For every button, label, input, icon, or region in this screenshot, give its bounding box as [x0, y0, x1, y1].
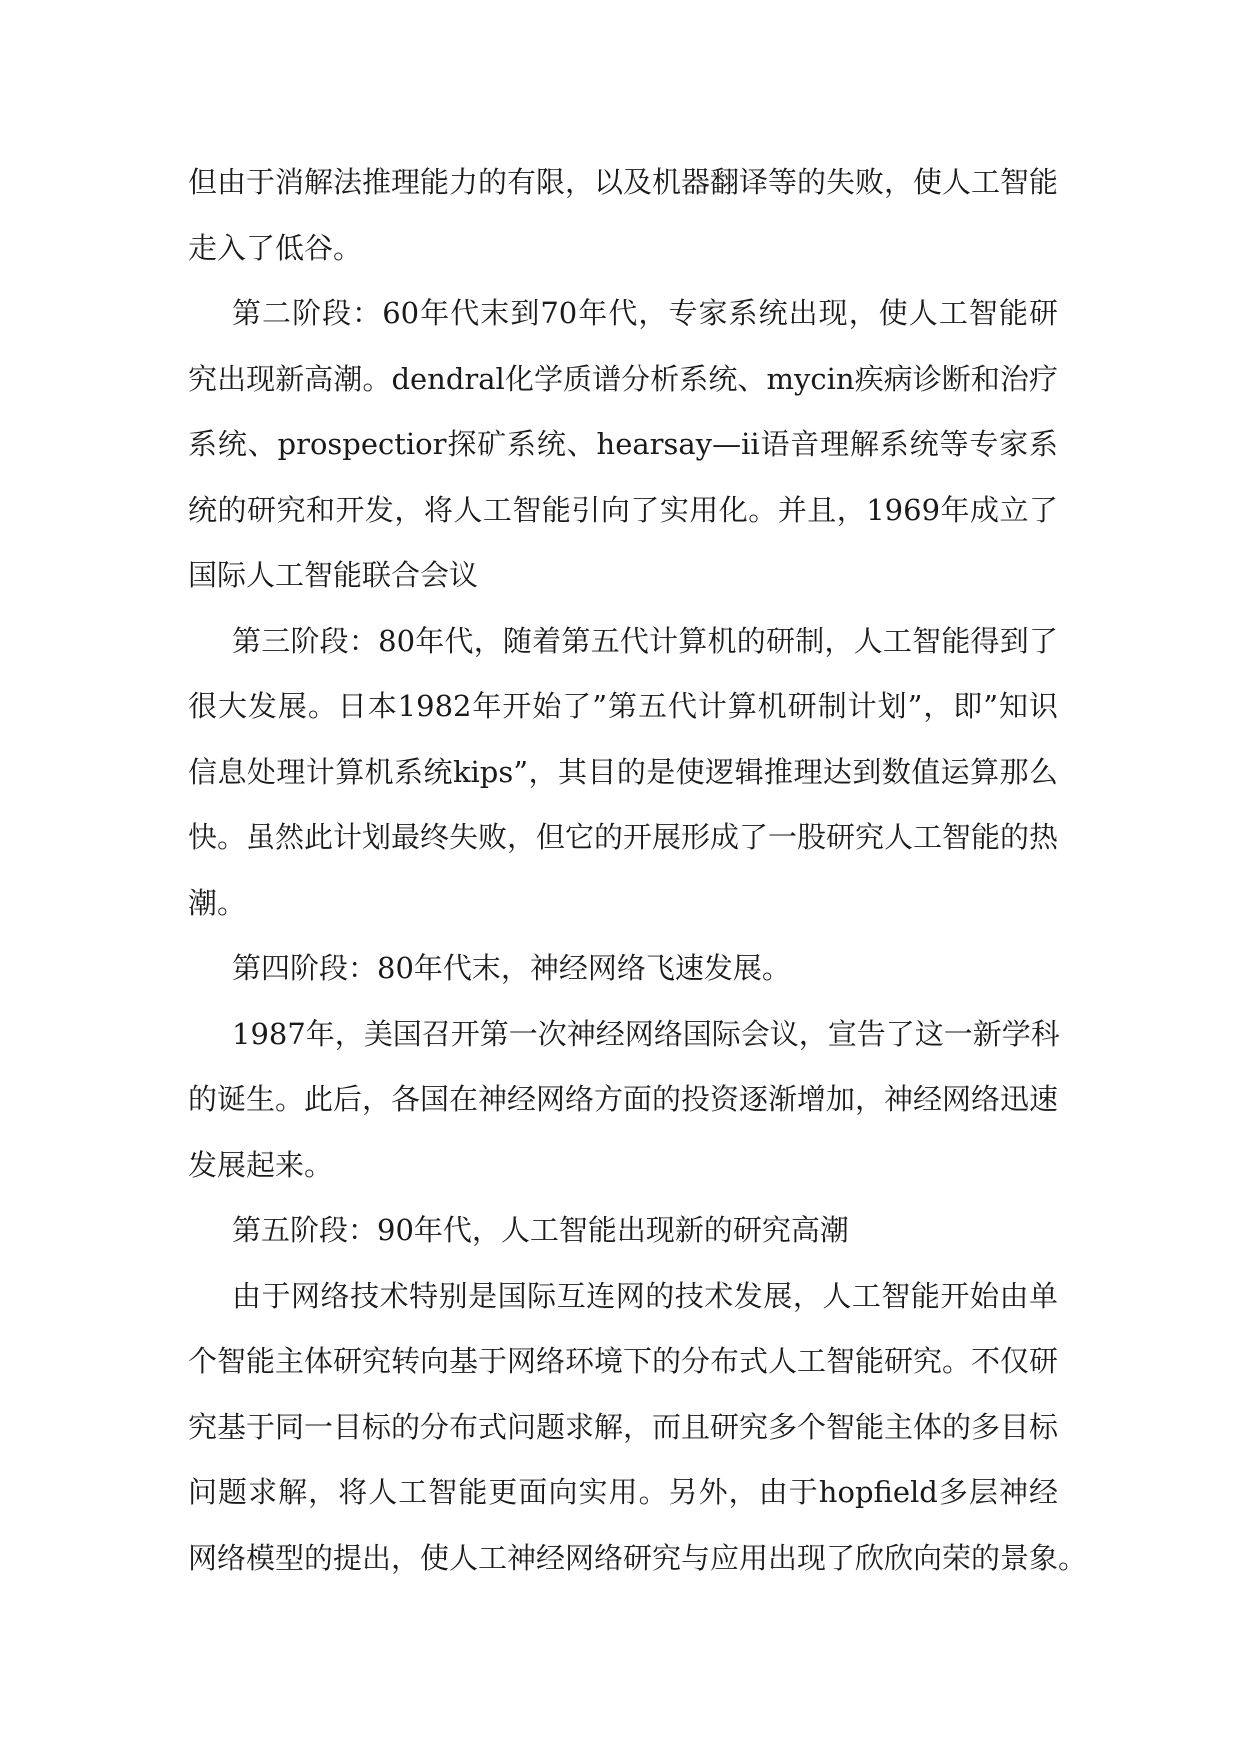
paragraph [188, 1198, 1058, 1264]
text-line: 究出现新高潮。dendral化学质谱分析系统、mycin疾病诊断和治疗 [188, 361, 1058, 396]
text-line: 1987年，美国召开第一次神经网络国际会议，宣告了这一新学科 [232, 1016, 1060, 1051]
text-line: 发展起来。 [188, 1147, 334, 1182]
paragraph [188, 609, 1058, 937]
document-body [188, 150, 1088, 1591]
text-line: 第三阶段：80年代，随着第五代计算机的研制，人工智能得到了 [232, 623, 1058, 658]
text-line: 系统、prospectior探矿系统、hearsay—ii语音理解系统等专家系 [188, 427, 1058, 461]
text-line: 信息处理计算机系统kips”，其目的是使逻辑推理达到数值运算那么 [188, 754, 1058, 789]
text-line: 第四阶段：80年代末，神经网络飞速发展。 [232, 951, 791, 985]
text-line: 统的研究和开发，将人工智能引向了实用化。并且，1969年成立了 [188, 492, 1058, 527]
text-line: 第二阶段：60年代末到70年代，专家系统出现，使人工智能研 [232, 296, 1058, 330]
paragraph [188, 1002, 1058, 1199]
text-line: 由于网络技术特别是国际互连网的技术发展，人工智能开始由单 [232, 1278, 1058, 1313]
text-line: 个智能主体研究转向基于网络环境下的分布式人工智能研究。不仅研 [188, 1344, 1059, 1378]
text-line: 潮。 [188, 885, 247, 920]
paragraph [188, 936, 1058, 1002]
paragraph [188, 1264, 1088, 1592]
paragraph [188, 281, 1058, 609]
text-line: 问题求解，将人工智能更面向实用。另外，由于hopfield多层神经 [188, 1475, 1058, 1509]
text-line: 很大发展。日本1982年开始了”第五代计算机研制计划”，即”知识 [188, 689, 1058, 723]
text-line: 走入了低谷。 [188, 230, 363, 265]
text-line: 第五阶段：90年代，人工智能出现新的研究高潮 [232, 1213, 849, 1247]
text-line: 但由于消解法推理能力的有限，以及机器翻译等的失败，使人工智能 [188, 165, 1059, 199]
text-line: 网络模型的提出，使人工神经网络研究与应用出现了欣欣向荣的景象。 [188, 1540, 1088, 1575]
paragraph [188, 150, 1058, 281]
text-line: 究基于同一目标的分布式问题求解，而且研究多个智能主体的多目标 [188, 1409, 1059, 1444]
text-line: 快。虽然此计划最终失败，但它的开展形成了一股研究人工智能的热 [188, 820, 1059, 854]
text-line: 的诞生。此后，各国在神经网络方面的投资逐渐增加，神经网络迅速 [188, 1082, 1059, 1116]
text-line: 国际人工智能联合会议 [188, 558, 479, 592]
